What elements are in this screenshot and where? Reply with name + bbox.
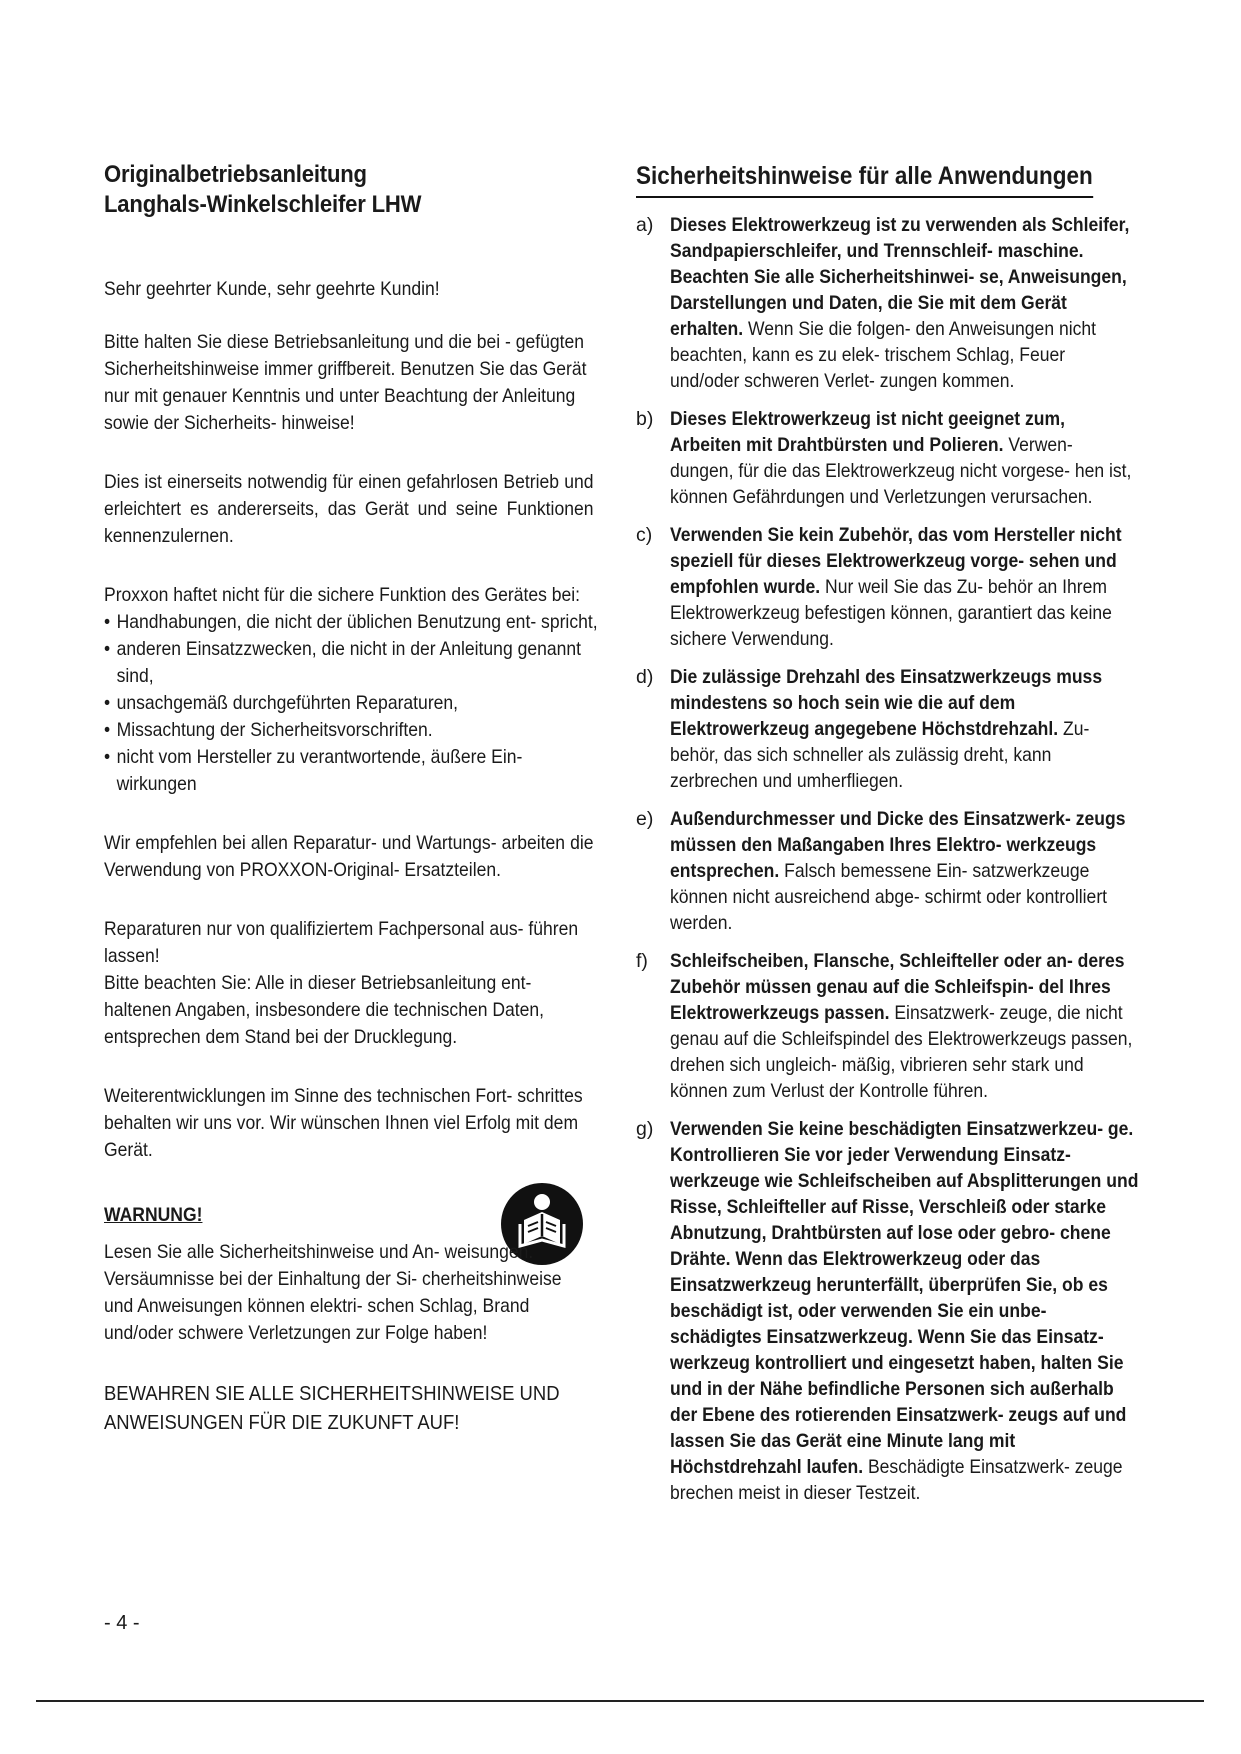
item-letter: a) [636, 214, 654, 236]
warning-heading: WARNUNG! [104, 1204, 203, 1226]
item-letter: b) [636, 408, 654, 430]
list-item [636, 806, 1136, 936]
item-text: Verwenden Sie keine beschädigten Einsatzwerkzeu- ge. Kontrollieren Sie vor jeder Verwendung Einsatz- werkzeuge wie Schleifscheiben auf Absplitterungen und Risse, Schleifteller auf Risse, Verschleiß oder starke Abnutzung, Drahtbürsten auf lose oder gebro- chene Drähte. Wenn das Elektrowerkzeug oder das Einsatzwerkzeug herunterfällt, überprüfen Sie, ob es beschädigt ist, oder verwenden Sie ein unbe- schädigtes Einsatzwerkzeug. Wenn Sie das Einsatz- werkzeug kontrolliert und eingesetzt haben, halten Sie und in der Nähe befindliche Personen sich außerhalb der Ebene des rotierenden Einsatzwerk- zeugs auf und lassen Sie das Gerät eine Minute lang mit Höchstdrehzahl laufen. Beschädigte Einsatzwerk- zeuge brechen meist in dieser Testzeit. [670, 1118, 1139, 1504]
list-item [636, 406, 1136, 510]
warning-text: Lesen Sie alle Sicherheitshinweise und An- weisungen. Versäumnisse bei der Einhaltung der Si- cherheitshinweise und Anweisungen können elektri- schen Schlag, Brand und/oder schwere Verletzungen zur Folge haben! [104, 1241, 562, 1344]
item-text: Dieses Elektrowerkzeug ist zu verwenden als Schleifer, Sandpapierschleifer, und Trennschleif- maschine. Beachten Sie alle Sicherheitshinwei- se, Anweisungen, Darstellungen und Daten, die Sie mit dem Gerät erhalten. Wenn Sie die folgen- den Anweisungen nicht beachten, kann es zu elek- trischem Schlag, Feuer und/oder schweren Verlet- zungen kommen. [670, 214, 1130, 392]
notice-paragraph: Bitte beachten Sie: Alle in dieser Betriebsanleitung ent- haltenen Angaben, insbesondere die technischen Daten, entsprechen dem Stand bei der Drucklegung. [104, 972, 545, 1048]
greeting: Sehr geehrter Kunde, sehr geehrte Kundin! [104, 278, 440, 300]
list-item: • nicht vom Hersteller zu verantwortende, äußere Ein- wirkungen [104, 744, 606, 798]
list-item: • Handhabungen, die nicht der üblichen Benutzung ent- spricht, [104, 609, 606, 636]
liability-list [104, 609, 598, 798]
purpose-paragraph: Dies ist einerseits notwendig für einen gefahrlosen Betrieb und erleichtert es andererseits, das Gerät und seine Funktionen kennenzulernen. [104, 471, 594, 547]
repairs-paragraph: Reparaturen nur von qualifiziertem Fachpersonal aus- führen lassen! [104, 918, 579, 967]
safety-list [636, 212, 1139, 1506]
list-item [636, 1116, 1139, 1506]
title-line-1: Originalbetriebsanleitung [104, 161, 367, 188]
list-item [636, 522, 1136, 652]
item-letter: e) [636, 808, 654, 830]
item-text: Die zulässige Drehzahl des Einsatzwerkzeugs muss mindestens so hoch sein wie die auf dem Elektrowerkzeug angegebene Höchstdrehzahl. Zu- behör, das sich schneller als zulässig dreht, kann zerbrechen und umherfliegen. [670, 666, 1103, 792]
item-letter: g) [636, 1118, 654, 1140]
list-item: • anderen Einsatzzwecken, die nicht in der Anleitung genannt sind, [104, 636, 606, 690]
development-paragraph: Weiterentwicklungen im Sinne des technischen Fort- schrittes behalten wir uns vor. Wir wünschen Ihnen viel Erfolg mit dem Gerät. [104, 1085, 583, 1161]
list-item [636, 664, 1136, 794]
keep-instructions-notice: BEWAHREN SIE ALLE SICHERHEITSHINWEISE UND ANWEISUNGEN FÜR DIE ZUKUNFT AUF! [104, 1382, 560, 1434]
item-text: Verwenden Sie kein Zubehör, das vom Hersteller nicht speziell für dieses Elektrowerkzeug vorge- sehen und empfohlen wurde. Nur weil Sie das Zu- behör an Ihrem Elektrowerkzeug befestigen können, garantiert das keine sichere Verwendung. [670, 524, 1122, 650]
item-letter: d) [636, 666, 654, 688]
left-column [104, 160, 598, 1437]
title-line-2: Langhals-Winkelschleifer LHW [104, 191, 422, 218]
list-item: • Missachtung der Sicherheitsvorschriften. [104, 717, 606, 744]
spare-parts-paragraph: Wir empfehlen bei allen Reparatur- und Wartungs- arbeiten die Verwendung von PROXXON-Original- Ersatzteilen. [104, 832, 594, 881]
intro-paragraph: Bitte halten Sie diese Betriebsanleitung und die bei - gefügten Sicherheitshinweise immer griffbereit. Benutzen Sie das Gerät nur mit genauer Kenntnis und unter Beachtung der Anleitung sowie der Sicherheits- hinweise! [104, 331, 587, 434]
item-text: Außendurchmesser und Dicke des Einsatzwerk- zeugs müssen den Maßangaben Ihres Elektro- werkzeugs entsprechen. Falsch bemessene Ein- satzwerkzeuge können nicht ausreichend abge- schirmt oder kontrolliert werden. [670, 808, 1126, 934]
list-item [636, 948, 1136, 1104]
warning-block [104, 1204, 594, 1347]
footer-rule [36, 1700, 1204, 1702]
safety-heading: Sicherheitshinweise für alle Anwendungen [636, 160, 1093, 198]
list-item: • unsachgemäß durchgeführten Reparaturen, [104, 690, 606, 717]
document-title [104, 160, 555, 220]
list-item [636, 212, 1136, 394]
item-text: Schleifscheiben, Flansche, Schleifteller oder an- deres Zubehör müssen genau auf die Schleifspin- del Ihres Elektrowerkzeugs passen. Einsatzwerk- zeuge, die nicht genau auf die Schleifspindel des Elektrowerkzeugs passen, drehen sich ungleich- mäßig, vibrieren sehr stark und können zum Verlust der Kontrolle führen. [670, 950, 1133, 1102]
page-number: - 4 - [104, 1612, 140, 1634]
liability-paragraph: Proxxon haftet nicht für die sichere Funktion des Gerätes bei: [104, 584, 581, 606]
item-letter: c) [636, 524, 653, 546]
item-text: Dieses Elektrowerkzeug ist nicht geeignet zum, Arbeiten mit Drahtbürsten und Polieren. Verwen- dungen, für die das Elektrowerkzeug nicht vorgese- hen ist, können Gefährdungen und Verletzungen verursachen. [670, 408, 1132, 508]
item-letter: f) [636, 950, 648, 972]
right-column [636, 160, 1139, 1518]
